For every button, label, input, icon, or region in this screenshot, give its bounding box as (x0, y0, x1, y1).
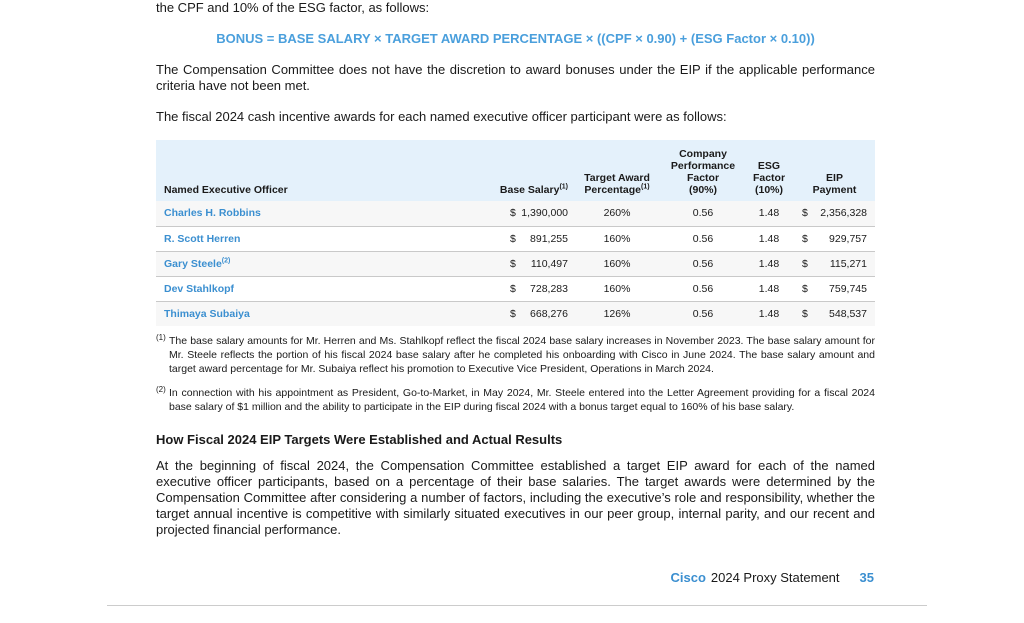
table-row (156, 251, 875, 276)
cell-eip-payment: $ 115,271 (794, 251, 875, 276)
footnote-marker: (2) (156, 385, 166, 394)
cell-officer-name: Thimaya Subaiya (156, 301, 456, 326)
header-target-award-percentage: Target Award Percentage$^{(1)}$ (572, 140, 662, 201)
cell-base-salary: $ 668,276 (456, 301, 572, 326)
footnote-1 (156, 334, 875, 376)
cell-officer-name: Charles H. Robbins (156, 201, 456, 226)
cell-target-percentage: 126% (572, 301, 662, 326)
cell-esg-factor: 1.48 (744, 251, 794, 276)
cell-cpf: 0.56 (662, 301, 744, 326)
cell-officer-name: Gary Steele$^{(2)}$ (156, 251, 456, 276)
header-named-executive-officer: Named Executive Officer (156, 140, 456, 201)
cell-esg-factor: 1.48 (744, 301, 794, 326)
cell-target-percentage: 260% (572, 201, 662, 226)
header-eip-payment: EIP Payment (794, 140, 875, 201)
table-header-row (156, 140, 875, 201)
table-row (156, 201, 875, 226)
header-base-salary: Base Salary$^{(1)}$ (456, 140, 572, 201)
cell-base-salary: $ 728,283 (456, 276, 572, 301)
footer-divider (107, 605, 927, 606)
cell-base-salary: $ 1,390,000 (456, 201, 572, 226)
cell-esg-factor: 1.48 (744, 276, 794, 301)
intro-line: the CPF and 10% of the ESG factor, as follows: (156, 0, 430, 15)
cell-eip-payment: $ 929,757 (794, 226, 875, 251)
cell-cpf: 0.56 (662, 251, 744, 276)
cell-esg-factor: 1.48 (744, 201, 794, 226)
cash-incentive-table (156, 140, 875, 326)
cell-officer-name: R. Scott Herren (156, 226, 456, 251)
table-row (156, 276, 875, 301)
table-row (156, 226, 875, 251)
header-company-performance-factor: Company Performance Factor (90%) (662, 140, 744, 201)
awards-paragraph: The fiscal 2024 cash incentive awards for each named executive officer participant were as follows: (156, 109, 727, 124)
cell-officer-name: Dev Stahlkopf (156, 276, 456, 301)
cell-cpf: 0.56 (662, 276, 744, 301)
footer-doc-title: 2024 Proxy Statement (710, 570, 840, 585)
cell-target-percentage: 160% (572, 251, 662, 276)
section-heading: How Fiscal 2024 EIP Targets Were Established and Actual Results (156, 432, 563, 447)
cell-cpf: 0.56 (662, 201, 744, 226)
cell-base-salary: $ 110,497 (456, 251, 572, 276)
bonus-formula: BONUS = BASE SALARY × TARGET AWARD PERCENTAGE × ((CPF × 0.90) + (ESG Factor × 0.10)) (216, 31, 815, 46)
footnote-text: In connection with his appointment as President, Go-to-Market, in May 2024, Mr. Steele entered into the Letter Agreement providing for a fiscal 2024 base salary of $1 million and the ability to participate in the EIP during fiscal 2024 with a bonus target equal to 160% of his base salary. (169, 387, 875, 413)
footnote-2 (156, 386, 875, 414)
page-number: 35 (859, 570, 874, 585)
cell-cpf: 0.56 (662, 226, 744, 251)
cell-eip-payment: $ 2,356,328 (794, 201, 875, 226)
cell-target-percentage: 160% (572, 276, 662, 301)
section-body: At the beginning of fiscal 2024, the Compensation Committee established a target EIP award for each of the named executive officer participants, based on a percentage of their base salaries. The target awards were determined by the Compensation Committee after considering a number of factors, including the executive’s role and responsibility, whether the target annual incentive is competitive with similarly situated executives in our peer group, internal parity, and our recent and projected financial performance. (156, 458, 875, 537)
footnote-text: The base salary amounts for Mr. Herren and Ms. Stahlkopf reflect the fiscal 2024 base salary increases in November 2023. The base salary amount for Mr. Steele reflects the portion of his fiscal 2024 base salary after he completed his onboarding with Cisco in June 2024. The base salary amount and target award percentage for Mr. Subaiya reflect his promotion to Executive Vice President, Operations in March 2024. (169, 335, 875, 375)
table-row (156, 301, 875, 326)
cell-esg-factor: 1.48 (744, 226, 794, 251)
cell-base-salary: $ 891,255 (456, 226, 572, 251)
header-esg-factor: ESG Factor (10%) (744, 140, 794, 201)
footer-brand: Cisco (670, 570, 706, 585)
cell-eip-payment: $ 759,745 (794, 276, 875, 301)
cell-target-percentage: 160% (572, 226, 662, 251)
footnote-marker: (1) (156, 333, 166, 342)
page-footer (670, 570, 874, 585)
discretion-paragraph: The Compensation Committee does not have the discretion to award bonuses under the EIP if the applicable performance criteria have not been met. (156, 62, 875, 93)
cell-eip-payment: $ 548,537 (794, 301, 875, 326)
